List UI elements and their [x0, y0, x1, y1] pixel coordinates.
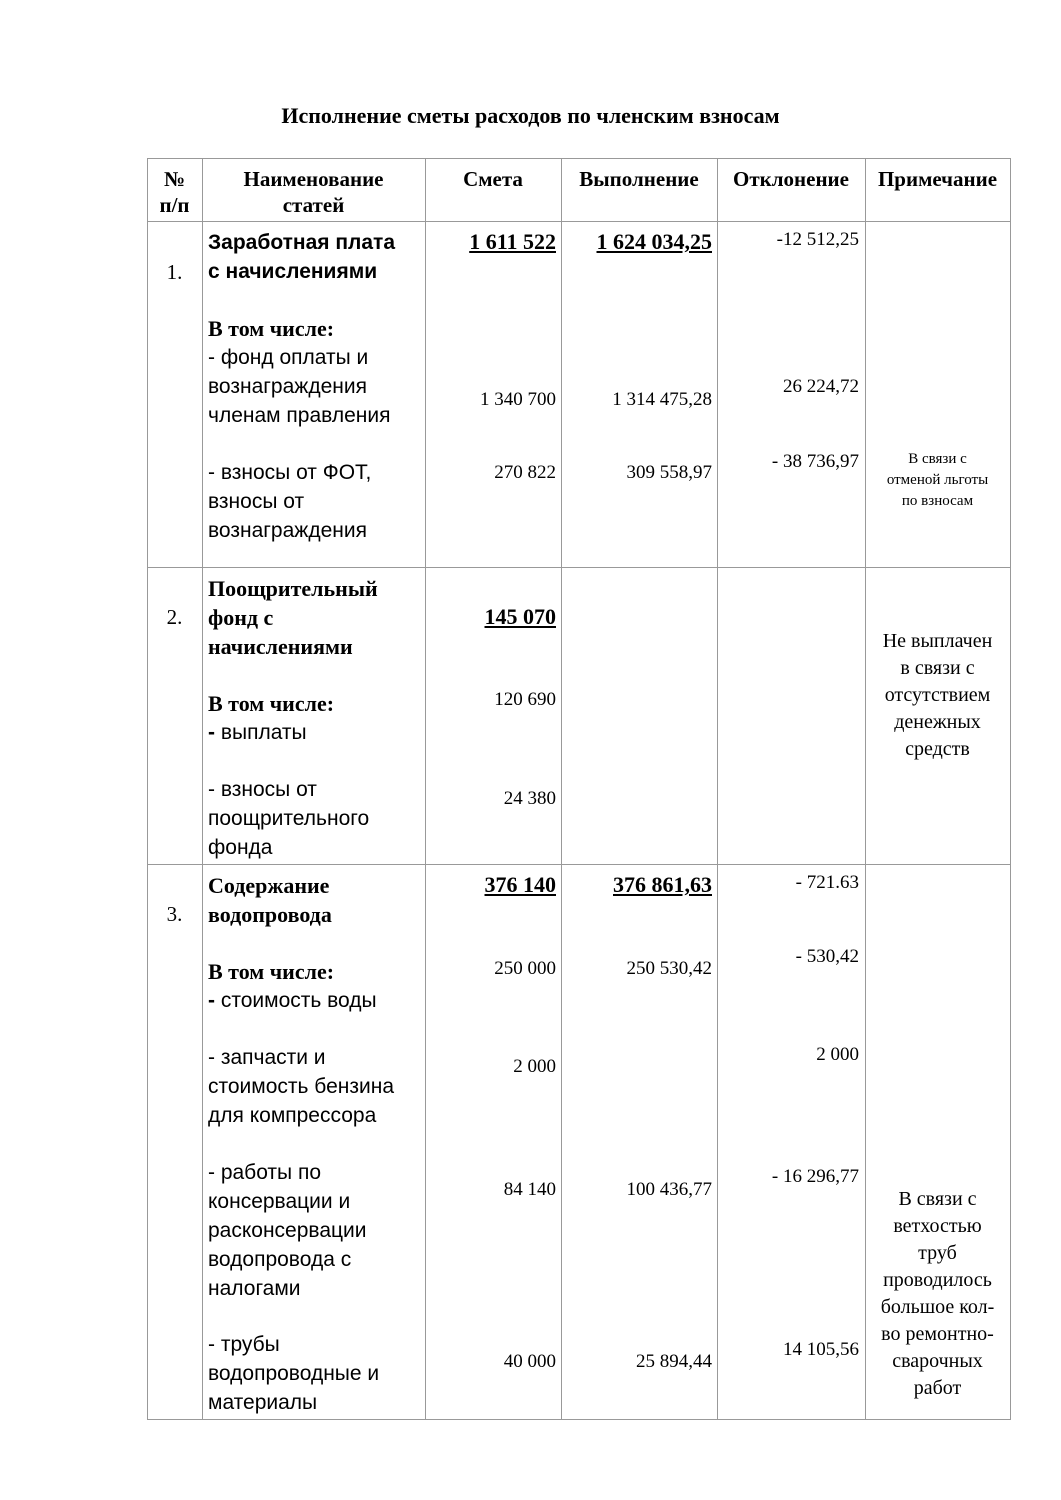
section-deviation: -12 512,25: [776, 229, 859, 250]
item-deviation: 2 000: [816, 1044, 859, 1065]
col-divider-estimate: [561, 158, 562, 1420]
item-label: вознаграждения: [208, 375, 367, 398]
item-deviation: - 38 736,97: [771, 451, 859, 472]
item-dash: -: [208, 721, 215, 744]
item-label: стоимость бензина: [208, 1075, 395, 1098]
item-label: - фонд оплаты и: [208, 346, 369, 369]
table-border-bottom: [147, 1419, 1011, 1420]
item-label: вознаграждения: [208, 519, 367, 542]
including-label: В том числе:: [208, 959, 335, 984]
section-actual: 376 861,63: [613, 872, 712, 897]
section-deviation: - 721.63: [795, 872, 859, 893]
note-text: средств: [905, 738, 970, 760]
item-label: поощрительного: [208, 807, 370, 830]
item-estimate: 270 822: [494, 462, 556, 483]
header-name-2: статей: [282, 193, 345, 217]
item-label: [208, 718, 307, 747]
including-label: В том числе:: [208, 691, 335, 716]
section-index: 2.: [166, 605, 183, 629]
item-estimate: 2 000: [513, 1056, 556, 1077]
item-deviation: 14 105,56: [783, 1339, 859, 1360]
section-title: фонд с: [208, 605, 274, 630]
note-text: в связи с: [900, 657, 975, 679]
item-label: - взносы от ФОТ,: [208, 461, 372, 484]
note-text: ветхостью: [893, 1215, 982, 1237]
item-label: [208, 986, 377, 1015]
item-deviation: 26 224,72: [783, 376, 859, 397]
item-label: водопроводные и: [208, 1362, 380, 1385]
item-deviation: - 530,42: [795, 946, 859, 967]
section-title: начислениями: [208, 634, 353, 659]
note-text: В связи с: [898, 1188, 977, 1210]
header-name-1: Наименование: [243, 167, 384, 191]
section-index: 1.: [166, 260, 183, 284]
section-estimate: 376 140: [484, 872, 556, 897]
section-actual: 1 624 034,25: [596, 229, 712, 254]
item-label: материалы: [208, 1391, 318, 1414]
item-label: членам правления: [208, 404, 391, 427]
section-estimate: 1 611 522: [469, 229, 556, 254]
item-actual: 250 530,42: [626, 958, 712, 979]
item-estimate: 1 340 700: [480, 389, 556, 410]
section-title: Поощрительный: [208, 576, 378, 601]
note-text: работ: [913, 1377, 962, 1399]
item-label: - работы по: [208, 1161, 322, 1184]
section-title: Содержание: [208, 873, 330, 898]
item-label: консервации и: [208, 1190, 351, 1213]
item-label: расконсервации: [208, 1219, 367, 1242]
table-border-right: [1010, 158, 1011, 1420]
header-divider: [147, 221, 1011, 222]
table-border-top: [147, 158, 1011, 159]
note-text: во ремонтно-: [881, 1323, 994, 1345]
item-estimate: 84 140: [503, 1179, 556, 1200]
header-estimate: Смета: [463, 167, 523, 191]
table-border-left: [147, 158, 148, 1420]
row-divider-1: [147, 567, 1011, 568]
item-label: налогами: [208, 1277, 301, 1300]
note-text: большое кол-: [880, 1296, 995, 1318]
note-text: денежных: [894, 711, 981, 733]
header-deviation: Отклонение: [733, 167, 849, 191]
item-actual: 1 314 475,28: [612, 389, 712, 410]
item-label: взносы от: [208, 490, 305, 513]
item-dash: -: [208, 989, 215, 1012]
item-label: водопровода с: [208, 1248, 352, 1271]
note-text: сварочных: [892, 1350, 983, 1372]
item-estimate: 250 000: [494, 958, 556, 979]
item-label: для компрессора: [208, 1104, 377, 1127]
col-divider-num: [202, 158, 203, 1420]
note-text: по взносам: [901, 493, 974, 509]
including-label: В том числе:: [208, 316, 335, 341]
note-text: труб: [918, 1242, 957, 1264]
row-divider-2: [147, 864, 1011, 865]
item-estimate: 120 690: [494, 689, 556, 710]
item-deviation: - 16 296,77: [771, 1166, 859, 1187]
col-divider-actual: [717, 158, 718, 1420]
item-estimate: 24 380: [503, 788, 556, 809]
item-label-text: выплаты: [215, 721, 307, 744]
item-label: - запчасти и: [208, 1046, 326, 1069]
page-title: Исполнение сметы расходов по членским взносам: [281, 103, 780, 128]
header-num-1: №: [163, 167, 186, 191]
header-note: Примечание: [877, 167, 998, 191]
note-text: отсутствием: [884, 684, 991, 706]
item-estimate: 40 000: [503, 1351, 556, 1372]
note-text: В связи с: [908, 451, 967, 467]
col-divider-name: [425, 158, 426, 1420]
item-label: - трубы: [208, 1333, 280, 1356]
item-actual: 100 436,77: [626, 1179, 712, 1200]
item-actual: 25 894,44: [636, 1351, 712, 1372]
item-label: - взносы от: [208, 778, 317, 801]
item-label: фонда: [208, 836, 273, 859]
item-actual: 309 558,97: [626, 462, 712, 483]
section-index: 3.: [166, 902, 183, 926]
section-estimate: 145 070: [484, 604, 556, 629]
note-text: отменой льготы: [886, 472, 989, 488]
item-label-text: стоимость воды: [215, 989, 377, 1012]
section-title: Заработная плата: [208, 231, 396, 254]
header-num-2: п/п: [159, 193, 190, 217]
header-actual: Выполнение: [579, 167, 699, 191]
section-title: водопровода: [208, 902, 332, 927]
note-text: Не выплачен: [882, 630, 993, 652]
section-title: с начислениями: [208, 260, 378, 283]
note-text: проводилось: [883, 1269, 992, 1291]
